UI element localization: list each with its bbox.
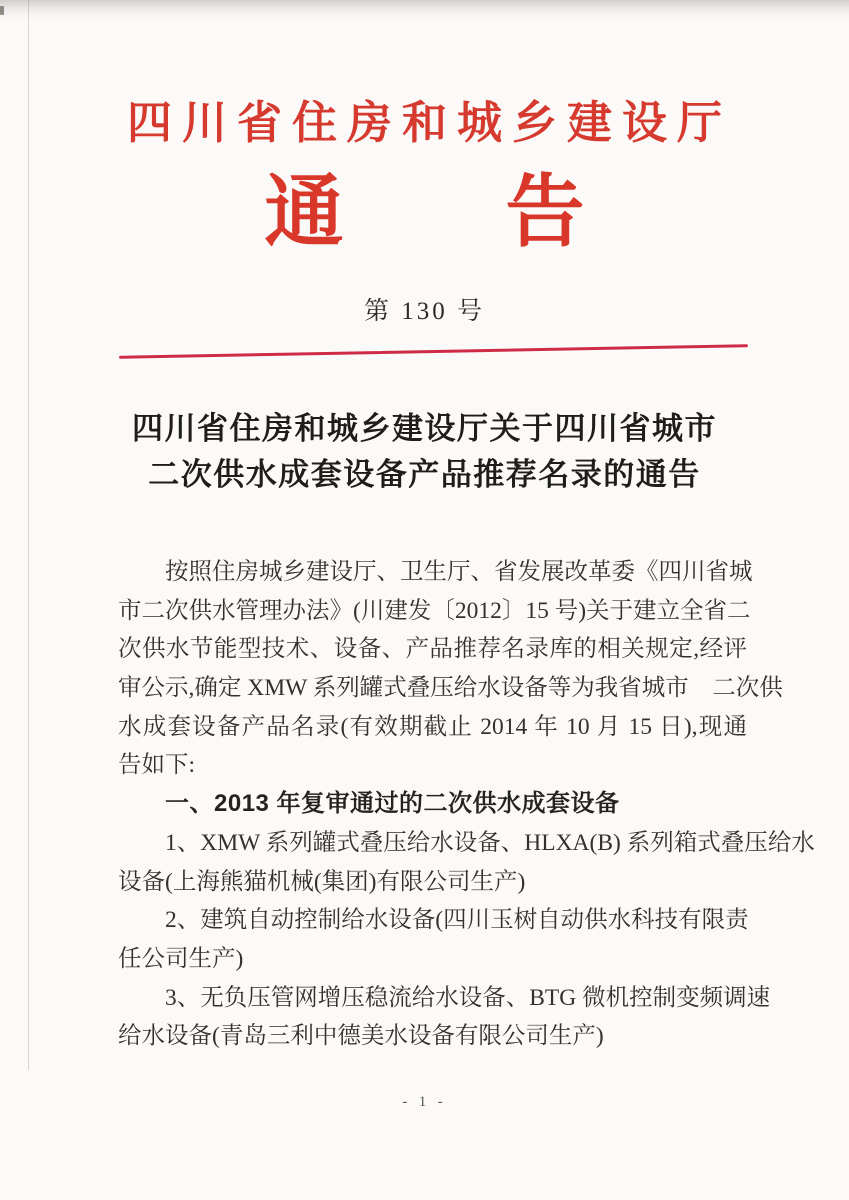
document-title <box>0 406 849 498</box>
scan-speck <box>0 6 4 15</box>
body-line: 次供水节能型技术、设备、产品推荐名录库的相关规定,经评 <box>118 636 747 663</box>
body-line: 2、建筑自动控制给水设备(四川玉树自动供水科技有限责 <box>165 907 749 934</box>
body-line: 告如下: <box>118 752 196 779</box>
notice-char-tong: 通 <box>264 170 344 257</box>
document-title-line1: 四川省住房和城乡建设厅关于四川省城市 <box>132 411 717 446</box>
body-text <box>118 553 815 1056</box>
body-line: 1、XMW 系列罐式叠压给水设备、HLXA(B) 系列箱式叠压给水 <box>165 829 815 856</box>
notice-char-gao: 告 <box>505 170 585 257</box>
body-line: 一、2013 年复审通过的二次供水成套设备 <box>165 790 620 818</box>
red-divider-line <box>119 344 748 359</box>
body-line: 设备(上海熊猫机械(集团)有限公司生产) <box>118 868 526 895</box>
body-line: 3、无负压管网增压稳流给水设备、BTG 微机控制变频调速 <box>165 984 771 1011</box>
notice-type-heading <box>0 148 849 262</box>
page-number: - 1 - <box>402 1094 447 1110</box>
body-line: 按照住房城乡建设厅、卫生厅、省发展改革委《四川省城 <box>165 559 753 585</box>
body-line: 给水设备(青岛三利中德美水设备有限公司生产) <box>118 1023 604 1050</box>
scan-top-shadow <box>0 0 849 22</box>
body-line: 水成套设备产品名录(有效期截止 2014 年 10 月 15 日),现通 <box>118 713 747 740</box>
body-line: 任公司生产) <box>118 945 244 972</box>
document-title-line2: 二次供水成套设备产品推荐名录的通告 <box>148 457 701 492</box>
document-number: 第 130 号 <box>363 298 485 325</box>
body-line: 审公示,确定 XMW 系列罐式叠压给水设备等为我省城市 二次供 <box>118 675 783 702</box>
agency-name: 四川省住房和城乡建设厅 <box>126 98 732 148</box>
body-line: 市二次供水管理办法》(川建发〔2012〕15 号)关于建立全省二 <box>118 597 751 624</box>
